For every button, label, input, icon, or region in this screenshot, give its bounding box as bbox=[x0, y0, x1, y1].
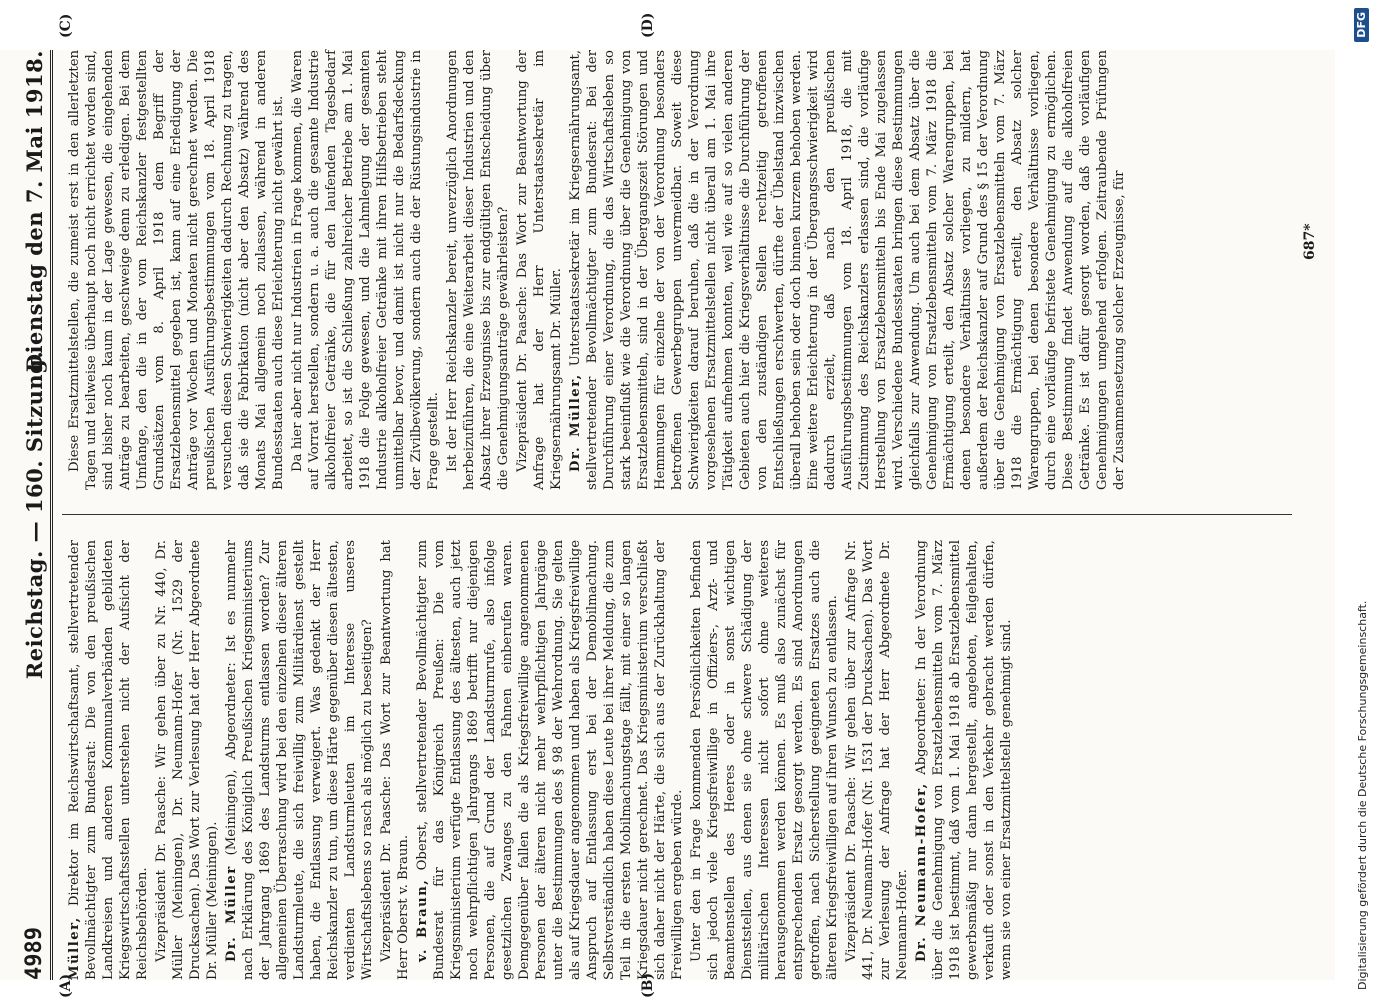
session-title: Reichstag. — 160. Sitzung. bbox=[22, 350, 47, 680]
page-number: 4989 bbox=[22, 927, 47, 980]
column-divider bbox=[62, 514, 1292, 515]
margin-letter-d: (D) bbox=[640, 12, 656, 38]
paragraph: Dr. Müller, Unterstaatssekretär im Kriegsernährungsamt, stellvertretender Bevollmächtigter zum Bundesrat: Bei der Durchführung einer Verordnung, die das Wirtschaftsleben so stark beeinflußt wie die Verordnung über die Genehmigung von Ersatzlebensmitteln, sind in der Übergangszeit Störungen und Hemmungen für einzelne der von der Verordnung besonders betroffenen Gewerbegruppen unvermeidbar. Soweit diese Schwierigkeiten darauf beruhen, daß die in der Verordnung vorgesehenen Ersatzmittelstellen nicht überall am 1. Mai ihre Tätigkeit aufnehmen konnten, weil wie auf so vielen anderen Gebieten auch hier die Kriegsverhältnisse die Durchführung der von den zuständigen Stellen rechtzeitig getroffenen Entschließungen erschwerten, dürfte der Übelstand inzwischen überall behoben sein oder doch binnen kurzem behoben werden. Eine weitere Erleichterung in der Übergangsschwierigkeit wird dadurch erzielt, daß nach den preußischen Ausführungsbestimmungen vom 18. April 1918, die mit Zustimmung des Reichskanzlers erlassen sind, die vorläufige Herstellung von Ersatzlebensmitteln bis Ende Mai zugelassen wird. Verschiedene Bundesstaaten bringen diese Bestimmungen gleichfalls zur Anwendung. Um auch bei dem Absatz über die Genehmigung von Ersatzlebensmitteln vom 7. März 1918 die Ermächtigung erteilt, den Absatz solcher Warengruppen, bei denen besondere Verhältnisse vorliegen, zu mildern, hat außerdem der Reichskanzler auf Grund des § 15 der Verordnung über die Genehmigung von Ersatzlebensmitteln vom 7. März 1918 die Ermächtigung erteilt, den Absatz solcher Warengruppen, bei denen besondere Verhältnisse vorliegen, durch eine vorläufige befristete Genehmigung zu ermöglichen. Diese Bestimmung findet Anwendung auf die alkoholfreien Getränke. Es ist dafür gesorgt worden, daß die vorläufigen Genehmigungen umgehend erfolgen. Zeitraubende Prüfungen der Zusammensetzung solcher Erzeugnisse, für bbox=[568, 49, 1127, 490]
paragraph: Vizepräsident Dr. Paasche: Das Wort zur Beantwortung hat Herr Oberst v. Braun. bbox=[379, 540, 411, 980]
paragraph: Dr. Neumann-Hofer, Abgeordneter: In der Verordnung über die Genehmigung von Ersatzlebensmitteln vom 7. März 1918 ist bestimmt, daß vom 1. Mai 1918 ab Ersatzlebensmittel gewerbsmäßig nur dann hergestellt, angeboten, feilgehalten, verkauft oder sonst in den Verkehr gebracht werden dürfen, wenn sie von einer Ersatzmittelstelle genehmigt sind. bbox=[914, 539, 1014, 980]
paragraph: v. Braun, Oberst, stellvertretender Bevollmächtigter zum Bundesrat für das Königreich Preußen: Die vom Kriegsministerium verfügte Entlassung des ältesten, auch jetzt noch wehrpflichtigen Jahrgangs 1869 betrifft nur diejenigen Personen, die auf Grund der Landsturmrufe, also infolge gesetzlichen Zwanges zu den Fahnen einberufen waren. Demgegenüber fallen die als Kriegsfreiwillige angenommenen Personen der älteren nicht mehr wehrpflichtigen Jahrgänge unter die Bestimmungen des § 98 der Wehrordnung. Sie gelten als auf Kriegsdauer angenommen und haben als Kriegsfreiwillige Anspruch auf Entlassung erst bei der Demobilmachung. Selbstverständlich haben diese Leute bei ihrer Meldung, die zum Teil in die ersten Mobilmachungstage fällt, mit einer so langen Kriegsdauer nicht gerechnet. Das Kriegsministerium verschließt sich daher nicht der Härte, die sich aus der Zurückhaltung der Freiwilligen ergeben würde. bbox=[415, 540, 685, 980]
left-column bbox=[66, 540, 1017, 980]
paragraph: Vizepräsident Dr. Paasche: Wir gehen über zur Anfrage Nr. 441, Dr. Neumann-Hofer (Nr. 1531 der Drucksachen). Das Wort zur Verlesung der Anfrage hat der Herr Abgeordnete Dr. Neumann-Hofer. bbox=[844, 540, 910, 980]
paragraph: Vizepräsident Dr. Paasche: Wir gehen über zu Nr. 440, Dr. Müller (Meiningen), Dr. Neumann-Hofer (Nr. 1529 der Drucksachen). Das Wort zur Verlesung hat der Herr Abgeordnete Dr. Müller (Meiningen). bbox=[154, 540, 220, 980]
paragraph: Müller, Direktor im Reichswirtschaftsamt, stellvertretender Bevollmächtigter zum Bundesrat: Die von den preußischen Landkreisen und anderen Kommunalverbänden gebildeten Kriegswirtschaftsstellen unterstehen nicht der Aufsicht der Reichsbehörden. bbox=[67, 540, 150, 980]
right-column bbox=[66, 50, 1130, 490]
page-header bbox=[18, 50, 53, 980]
margin-letter-c: (C) bbox=[58, 13, 74, 38]
newspaper-page bbox=[0, 12, 1335, 998]
session-date: Dienstag den 7. Mai 1918. bbox=[22, 50, 47, 373]
page-mark: 687* bbox=[1302, 223, 1318, 260]
digitization-footer bbox=[1350, 0, 1380, 1000]
paragraph: Unter den in Frage kommenden Persönlichkeiten befinden sich jedoch viele Kriegsfreiwillige in Offiziers-, Arzt- und Beamtenstellen des Heeres oder in sonst wichtigen Dienststellen, aus denen sie ohne schwere Schädigung der militärischen Interessen nicht sofort ohne weiteres herausgenommen werden können. Es muß also zunächst für entsprechenden Ersatz gesorgt werden. Es sind Anordnungen getroffen, nach Sicherstellung geeigneten Ersatzes auch die älteren Kriegsfreiwilligen auf ihren Wunsch zu entlassen. bbox=[689, 540, 840, 980]
digitization-note: Digitalisierung gefördert durch die Deutsche Forschungsgemeinschaft. bbox=[1356, 600, 1369, 990]
paragraph: Ist der Herr Reichskanzler bereit, unverzüglich Anordnungen herbeizuführen, die eine Weiterarbeit dieser Industrien und den Absatz ihrer Erzeugnisse bis zur endgültigen Entscheidung über die Genehmigungsanträge gewährleisten? bbox=[445, 50, 511, 490]
dfg-logo: DFG bbox=[1354, 8, 1369, 42]
margin-letter-b: (B) bbox=[640, 972, 656, 998]
paragraph: Da hier aber nicht nur Industrien in Frage kommen, die Waren auf Vorrat herstellen, sondern u. a. auch die gesamte Industrie alkoholfreier Getränke, die für den laufenden Tagesbedarf arbeitet, so ist die Schließung zahlreicher Betriebe am 1. Mai 1918 die Folge gewesen, und die Lahmlegung der gesamten Industrie alkoholfreier Getränke mit ihren Hilfsbetrieben steht unmittelbar bevor, und damit ist nicht nur die Bedarfsdeckung der Zivilbevölkerung, sondern auch die der Rüstungsindustrie in Frage gestellt. bbox=[290, 50, 441, 490]
margin-letter-a: (A) bbox=[58, 973, 74, 998]
paragraph: Diese Ersatzmittelstellen, die zumeist erst in den allerletzten Tagen und teilweise überhaupt noch nicht errichtet worden sind, sind bisher noch kaum in der Lage gewesen, die eingehenden Anträge zu bearbeiten, geschweige denn zu erledigen. Bei dem Umfange, den die in der vom Reichskanzler festgestellten Grundsätzen vom 8. April 1918 dem Begriff der Ersatzlebensmittel gegeben ist, kann auf eine Erledigung der Anträge vor Wochen und Monaten nicht gerechnet werden. Die preußischen Ausführungsbestimmungen vom 18. April 1918 versuchen diesen Schwierigkeiten dadurch Rechnung zu tragen, daß sie die Fabrikation (nicht aber den Absatz) während des Monats Mai allgemein noch zulassen, während in anderen Bundesstaaten auch diese Erleichterung nicht gewährt ist. bbox=[67, 50, 286, 490]
paragraph: Vizepräsident Dr. Paasche: Das Wort zur Beantwortung der Anfrage hat der Herr Unterstaatssekretär im Kriegsernährungsamt Dr. Müller. bbox=[515, 50, 564, 490]
paragraph: Dr. Müller (Meiningen), Abgeordneter: Ist es nunmehr nach Erklärung des Königlich Preußischen Kriegsministeriums der Jahrgang 1869 des Landsturms entlassen worden? Zur allgemeinen Überraschung wird bei den einzelnen dieser älteren Landsturmleute, die sich freiwillig zum Militärdienst gestellt haben, die Entlassung verweigert. Was gedenkt der Herr Reichskanzler zu tun, um diese Härte gegenüber diesen ältesten, verdienten Landsturmleuten im Interesse unseres Wirtschaftslebens so rasch als möglich zu beseitigen? bbox=[224, 540, 375, 980]
